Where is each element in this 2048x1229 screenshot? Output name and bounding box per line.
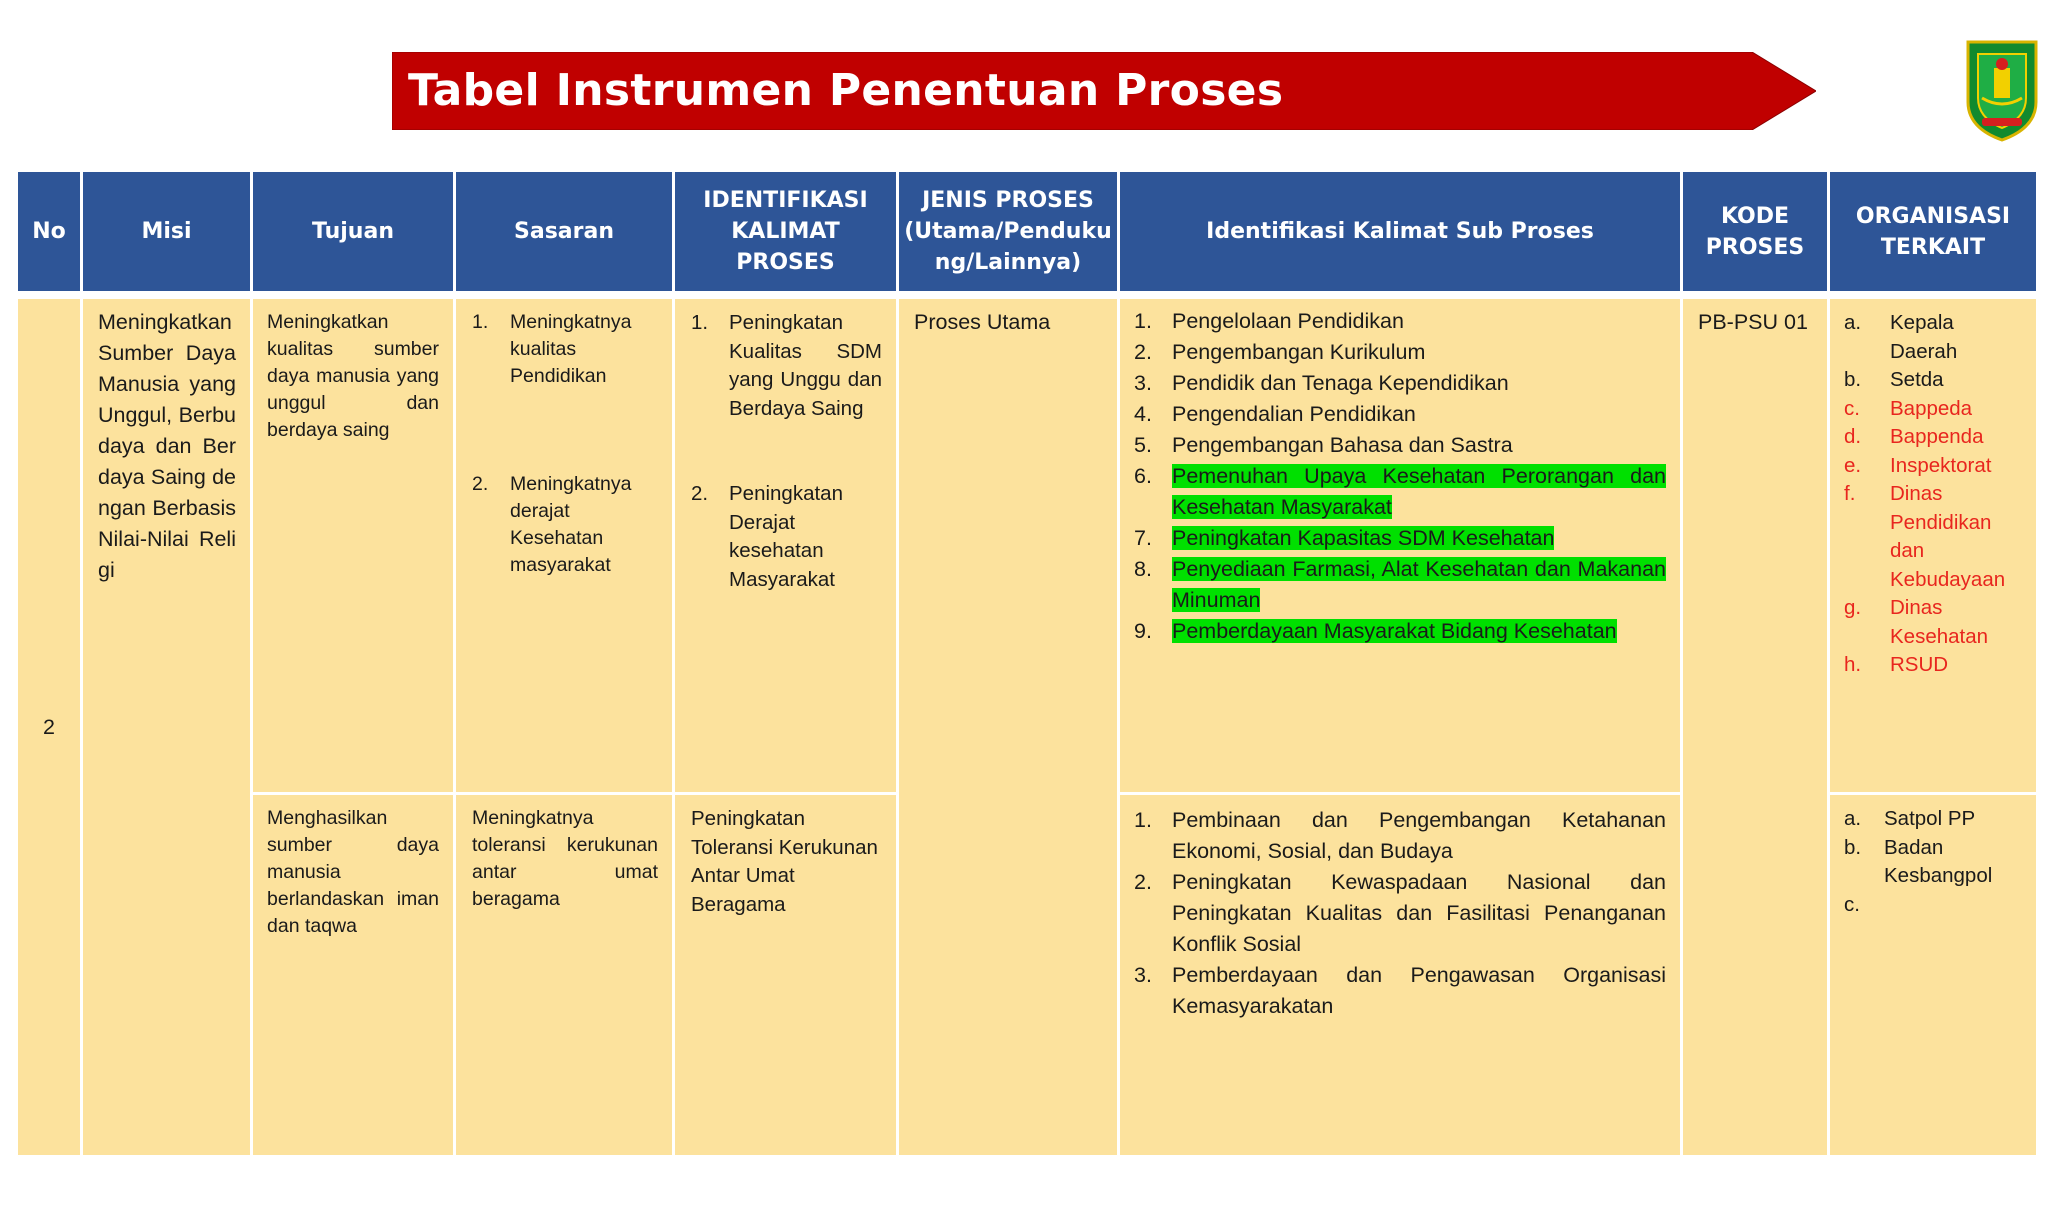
cell-jenis-proses bbox=[899, 299, 1117, 1155]
provincial-coat-of-arms-icon bbox=[1964, 40, 2040, 142]
cell-organisasi-2 bbox=[1830, 795, 2036, 1155]
list-item: 2. Pengembangan Kurikulum bbox=[1134, 340, 1426, 364]
list-item: 2. Meningkatnya derajat Kesehatan masyarakat bbox=[472, 473, 632, 576]
kode-proses-text: PB-PSU 01 bbox=[1698, 310, 1808, 334]
list-item: 7. Peningkatan Kapasitas SDM Kesehatan bbox=[1134, 526, 1555, 550]
header-identifikasi: IDENTIFIKASI KALIMAT PROSES bbox=[675, 172, 896, 291]
header-sasaran: Sasaran bbox=[456, 172, 672, 291]
list-item: 3. Pemberdayaan dan Pengawasan Organisasi Kemasyarakatan bbox=[1134, 963, 1666, 1018]
organisasi-2-list bbox=[1844, 805, 2026, 919]
sub-proses-2-list bbox=[1134, 805, 1666, 1022]
list-item: 5. Pengembangan Bahasa dan Sastra bbox=[1134, 433, 1513, 457]
list-item: 2. Peningkatan Derajat kesehatan Masyarakat bbox=[691, 482, 843, 591]
list-item: 8. Penyediaan Farmasi, Alat Kesehatan dan Makanan Minuman bbox=[1134, 557, 1666, 612]
identifikasi-2-text: Peningkatan Toleransi Kerukunan Antar Umat Beragama bbox=[691, 807, 878, 916]
header-organisasi: ORGANISASI TERKAIT bbox=[1830, 172, 2036, 291]
title-banner bbox=[392, 52, 1816, 130]
page-title: Tabel Instrumen Penentuan Proses bbox=[408, 65, 1284, 116]
tujuan-1-text: Meningkatkan kualitas sumber daya manusia yang unggul dan berdaya saing bbox=[267, 311, 439, 441]
cell-identifikasi-1 bbox=[675, 299, 896, 792]
list-item: d. Bappenda bbox=[1844, 425, 1984, 448]
list-item: 4. Pengendalian Pendidikan bbox=[1134, 402, 1416, 426]
cell-sasaran-2 bbox=[456, 795, 672, 1155]
list-item: 3. Pendidik dan Tenaga Kependidikan bbox=[1134, 371, 1509, 395]
list-item: b. Setda bbox=[1844, 368, 1944, 391]
header-no: No bbox=[18, 172, 80, 291]
cell-sasaran-1 bbox=[456, 299, 672, 792]
header-sub-proses: Identifikasi Kalimat Sub Proses bbox=[1120, 172, 1680, 291]
list-item: 2. Peningkatan Kewaspadaan Nasional dan Peningkatan Kualitas dan Fasilitasi Penanganan Konflik Sosial bbox=[1134, 870, 1666, 956]
cell-kode-proses bbox=[1683, 299, 1827, 1155]
list-item: b. Badan Kesbangpol bbox=[1844, 835, 1993, 887]
list-item: h. RSUD bbox=[1844, 653, 1949, 676]
list-item: 1. Meningkatnya kualitas Pendidikan bbox=[472, 311, 632, 387]
list-item: 9. Pemberdayaan Masyarakat Bidang Kesehatan bbox=[1134, 619, 1617, 643]
cell-identifikasi-2 bbox=[675, 795, 896, 1155]
list-item: c. Bappeda bbox=[1844, 396, 1973, 420]
organisasi-1-list bbox=[1844, 309, 2026, 680]
list-item: f. Dinas Pendidikan dan Kebudayaan bbox=[1844, 482, 2006, 591]
list-item: g. Dinas Kesehatan bbox=[1844, 596, 1989, 648]
cell-tujuan-1 bbox=[253, 299, 453, 792]
cell-sub-proses-1 bbox=[1120, 299, 1680, 792]
list-item: c. bbox=[1844, 892, 1860, 916]
header-tujuan: Tujuan bbox=[253, 172, 453, 291]
highlighted-text: Pemenuhan Upaya Kesehatan Perorangan dan Kesehatan Masyarakat bbox=[1172, 464, 1666, 519]
list-item: a. Kepala Daerah bbox=[1844, 311, 1958, 363]
cell-no: 2 bbox=[18, 299, 80, 1155]
list-item: 1. Peningkatan Kualitas SDM yang Unggu dan Berdaya Saing bbox=[691, 311, 882, 420]
jenis-proses-text: Proses Utama bbox=[914, 310, 1051, 334]
header-kode-proses: KODE PROSES bbox=[1683, 172, 1827, 291]
list-item: 6. Pemenuhan Upaya Kesehatan Perorangan dan Kesehatan Masyarakat bbox=[1134, 464, 1666, 519]
sasaran-1-list bbox=[472, 309, 658, 579]
cell-misi bbox=[83, 299, 250, 1155]
sasaran-2-text: Meningkatnya toleransi kerukunan antar umat beragama bbox=[472, 807, 658, 910]
tujuan-2-text: Menghasilkan sumber daya manusia berlandaskan iman dan taqwa bbox=[267, 807, 439, 937]
cell-tujuan-2 bbox=[253, 795, 453, 1155]
cell-sub-proses-2 bbox=[1120, 795, 1680, 1155]
highlighted-text: Pemberdayaan Masyarakat Bidang Kesehatan bbox=[1172, 619, 1617, 643]
list-item: 1. Pembinaan dan Pengembangan Ketahanan Ekonomi, Sosial, dan Budaya bbox=[1134, 808, 1666, 863]
list-item: 1. Pengelolaan Pendidikan bbox=[1134, 309, 1404, 333]
header-misi: Misi bbox=[83, 172, 250, 291]
highlighted-text: Penyediaan Farmasi, Alat Kesehatan dan Makanan Minuman bbox=[1172, 557, 1666, 612]
header-jenis-proses: JENIS PROSES (Utama/Penduku ng/Lainnya) bbox=[899, 172, 1117, 291]
cell-organisasi-1 bbox=[1830, 299, 2036, 792]
sub-proses-1-list bbox=[1134, 306, 1666, 647]
list-item: a. Satpol PP bbox=[1844, 807, 1976, 830]
identifikasi-1-list bbox=[691, 309, 882, 594]
list-item: e. Inspektorat bbox=[1844, 453, 1992, 477]
highlighted-text: Peningkatan Kapasitas SDM Kesehatan bbox=[1172, 526, 1555, 550]
misi-text: Meningkatkan Sumber Daya Manusia yang Unggul, Berbudaya dan Berdaya Saing dengan Berbasis Nilai-Nilai Religi bbox=[98, 310, 236, 582]
